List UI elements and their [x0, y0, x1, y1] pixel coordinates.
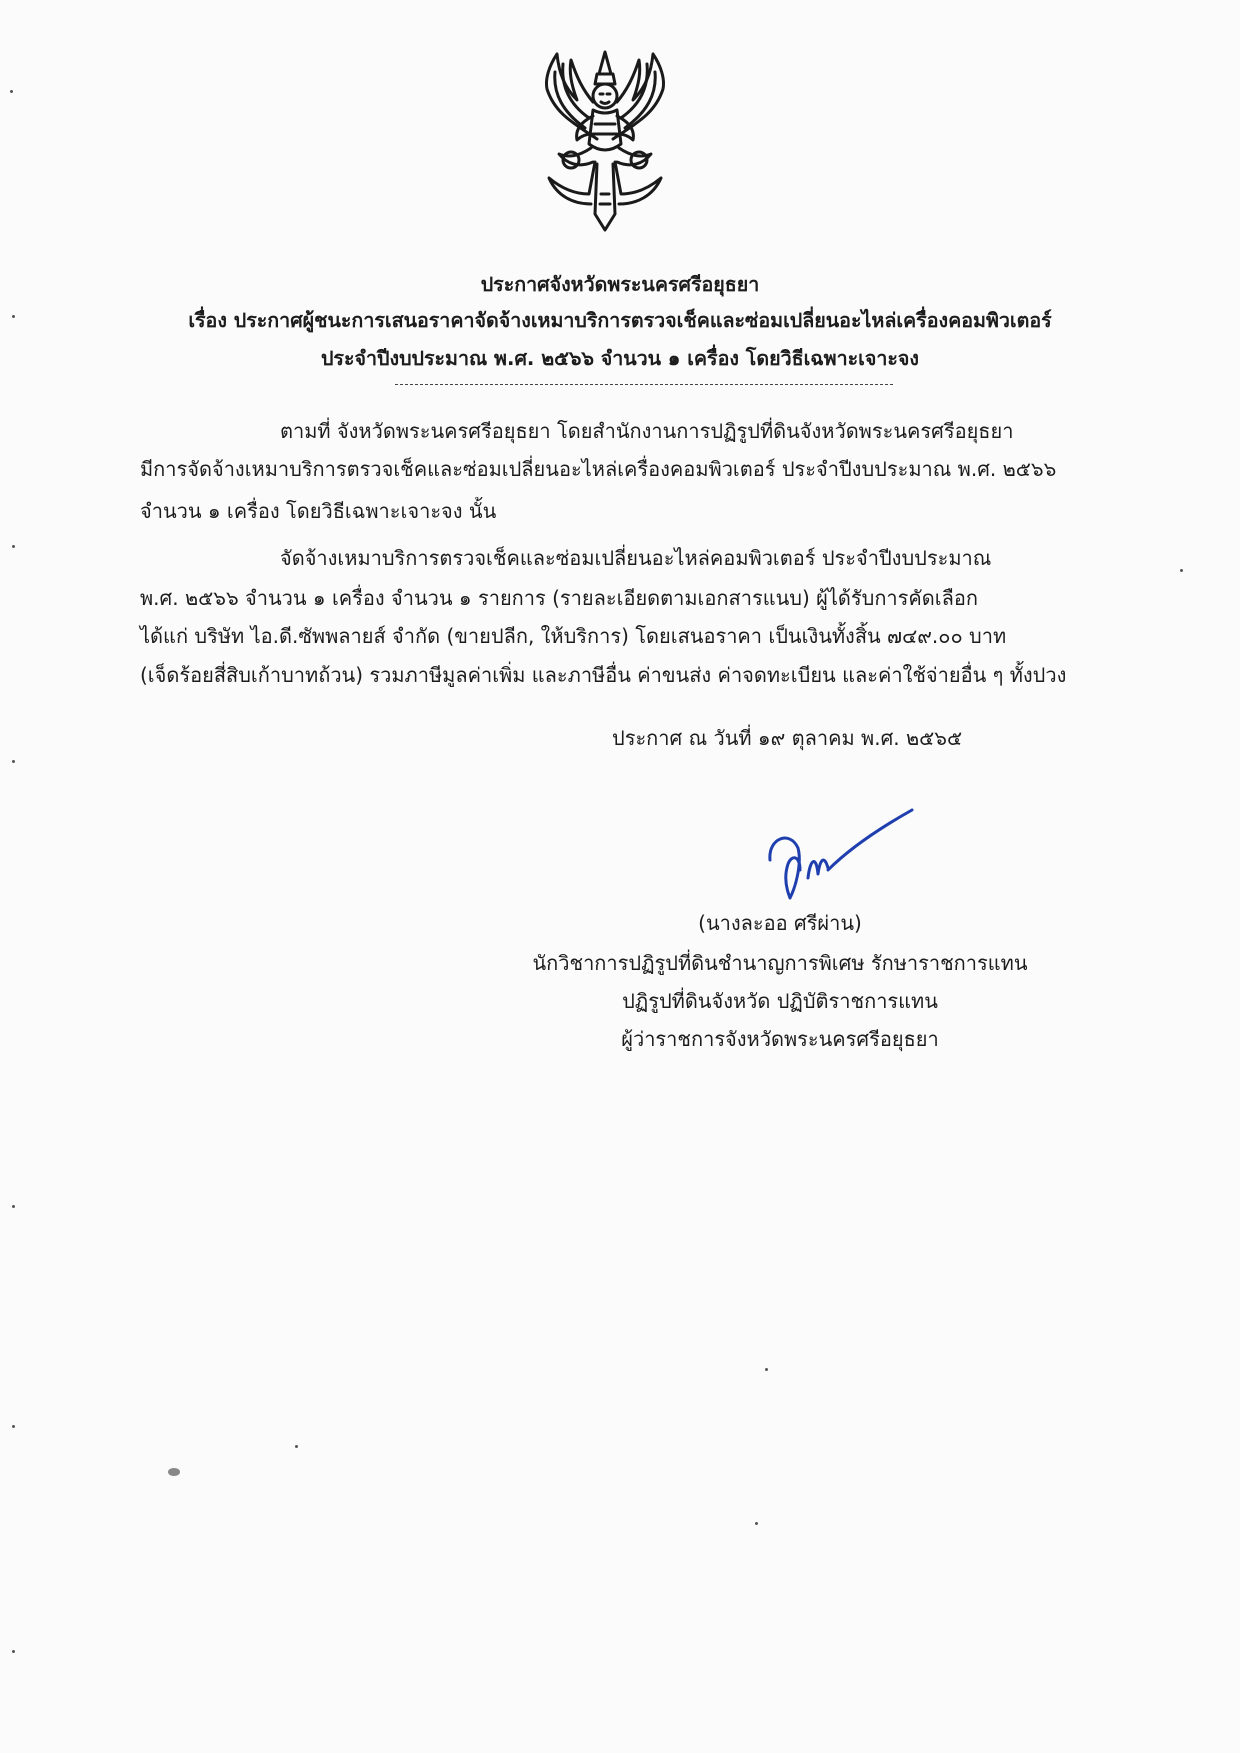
signer-title-3: ผู้ว่าราชการจังหวัดพระนครศรีอยุธยา	[621, 1027, 939, 1051]
garuda-emblem-icon	[505, 44, 705, 244]
scan-speck	[12, 1425, 15, 1428]
scan-speck	[1180, 569, 1183, 572]
scan-speck	[12, 1650, 15, 1653]
paragraph1-line3: จำนวน ๑ เครื่อง โดยวิธีเฉพาะเจาะจง นั้น	[140, 499, 497, 523]
scan-speck	[12, 760, 15, 763]
announcement-subject-cont: ประจำปีงบประมาณ พ.ศ. ๒๕๖๖ จำนวน ๑ เครื่อง โดยวิธีเฉพาะเจาะจง	[320, 347, 920, 370]
paragraph2-line1: จัดจ้างเหมาบริการตรวจเช็คและซ่อมเปลี่ยนอะไหล่คอมพิวเตอร์ ประจำปีงบประมาณ	[280, 546, 992, 570]
scan-speck	[12, 1205, 15, 1208]
paragraph1-line1: ตามที่ จังหวัดพระนครศรีอยุธยา โดยสำนักงานการปฏิรูปที่ดินจังหวัดพระนครศรีอยุธยา	[280, 419, 1014, 443]
scan-speck	[10, 90, 13, 93]
paragraph2-line2: พ.ศ. ๒๕๖๖ จำนวน ๑ เครื่อง จำนวน ๑ รายการ (รายละเอียดตามเอกสารแนบ) ผู้ได้รับการคัดเลือก	[140, 586, 978, 610]
announce-date: ประกาศ ณ วันที่ ๑๙ ตุลาคม พ.ศ. ๒๕๖๕	[612, 726, 963, 750]
signer-title-2: ปฏิรูปที่ดินจังหวัด ปฏิบัติราชการแทน	[622, 989, 938, 1013]
scan-speck	[295, 1445, 298, 1448]
signer-name: (นางละออ ศรีผ่าน)	[698, 911, 862, 935]
heading-divider	[395, 384, 893, 385]
scan-speck	[12, 315, 15, 318]
announcement-title: ประกาศจังหวัดพระนครศรีอยุธยา	[480, 273, 760, 296]
paragraph1-line2: มีการจัดจ้างเหมาบริการตรวจเช็คและซ่อมเปลี่ยนอะไหล่เครื่องคอมพิวเตอร์ ประจำปีงบประมาณ พ.ศ. ๒๕๖๖	[140, 457, 1057, 481]
scan-speck	[755, 1522, 758, 1525]
paragraph2-line3: ได้แก่ บริษัท ไอ.ดี.ซัพพลายส์ จำกัด (ขายปลีก, ให้บริการ) โดยเสนอราคา เป็นเงินทั้งสิ้น ๗๔๙.๐๐ บาท	[140, 624, 1007, 648]
signer-title-1: นักวิชาการปฏิรูปที่ดินชำนาญการพิเศษ รักษาราชการแทน	[532, 951, 1028, 975]
scan-speck	[12, 545, 15, 548]
paragraph2-line4: (เจ็ดร้อยสี่สิบเก้าบาทถ้วน) รวมภาษีมูลค่าเพิ่ม และภาษีอื่น ค่าขนส่ง ค่าจดทะเบียน และค่าใช้จ่ายอื่น ๆ ทั้งปวง	[140, 663, 1067, 687]
handwritten-signature-icon	[760, 808, 920, 908]
scan-smudge	[168, 1468, 180, 1476]
scan-speck	[765, 1368, 768, 1371]
announcement-subject: เรื่อง ประกาศผู้ชนะการเสนอราคาจัดจ้างเหมาบริการตรวจเช็คและซ่อมเปลี่ยนอะไหล่เครื่องคอมพิวเตอร์	[188, 309, 1052, 332]
